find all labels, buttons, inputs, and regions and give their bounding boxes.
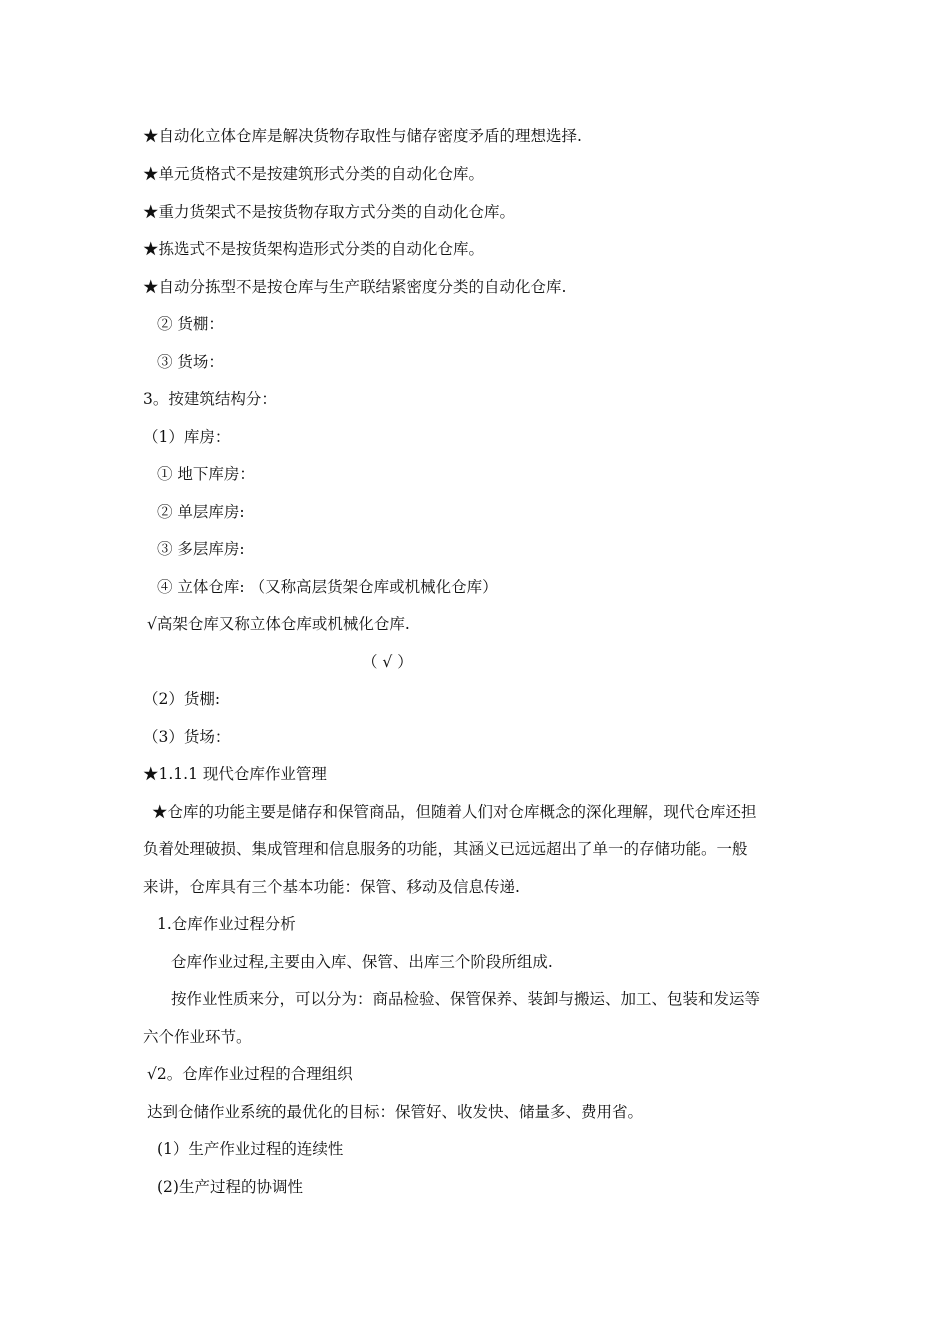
text-line: 负着处理破损、集成管理和信息服务的功能，其涵义已远远超出了单一的存储功能。一般 xyxy=(143,840,748,858)
text-line: ★自动分拣型不是按仓库与生产联结紧密度分类的自动化仓库. xyxy=(143,278,567,296)
text-line: 1.仓库作业过程分析 xyxy=(157,915,296,933)
text-line: ★自动化立体仓库是解决货物存取性与储存密度矛盾的理想选择. xyxy=(143,127,582,145)
text-line: (2)生产过程的协调性 xyxy=(157,1178,303,1196)
text-line: √2。仓库作业过程的合理组织 xyxy=(147,1065,353,1083)
text-line: ★拣选式不是按货架构造形式分类的自动化仓库。 xyxy=(143,240,485,258)
text-line: 达到仓储作业系统的最优化的目标：保管好、收发快、储量多、费用省。 xyxy=(147,1103,644,1121)
text-line: （3）货场： xyxy=(143,728,231,746)
text-line: 来讲，仓库具有三个基本功能：保管、移动及信息传递. xyxy=(143,878,520,896)
text-line: （ √ ） xyxy=(362,653,413,671)
text-line: 六个作业环节。 xyxy=(143,1028,252,1046)
text-line: 3。按建筑结构分： xyxy=(143,390,277,408)
text-line: ① 地下库房： xyxy=(157,465,255,483)
text-line: ★单元货格式不是按建筑形式分类的自动化仓库。 xyxy=(143,165,485,183)
text-line: ④ 立体仓库: （又称高层货架仓库或机械化仓库） xyxy=(157,578,498,596)
text-line: 仓库作业过程,主要由入库、保管、出库三个阶段所组成. xyxy=(171,953,553,971)
text-line: （2）货棚: xyxy=(143,690,221,708)
text-line: ② 单层库房: xyxy=(157,503,245,521)
text-line: ③ 多层库房: xyxy=(157,540,245,558)
text-line: （1）库房： xyxy=(143,428,231,446)
text-line: (1）生产作业过程的连续性 xyxy=(157,1140,344,1158)
text-line: ★仓库的功能主要是储存和保管商品，但随着人们对仓库概念的深化理解，现代仓库还担 xyxy=(152,803,757,821)
text-line: ③ 货场： xyxy=(157,353,224,371)
section-heading: ★1.1.1 现代仓库作业管理 xyxy=(143,765,327,783)
text-line: ★重力货架式不是按货物存取方式分类的自动化仓库。 xyxy=(143,203,516,221)
text-line: ② 货棚： xyxy=(157,315,224,333)
text-line: √高架仓库又称立体仓库或机械化仓库. xyxy=(147,615,410,633)
text-line: 按作业性质来分，可以分为：商品检验、保管保养、装卸与搬运、加工、包装和发运等 xyxy=(171,990,761,1008)
